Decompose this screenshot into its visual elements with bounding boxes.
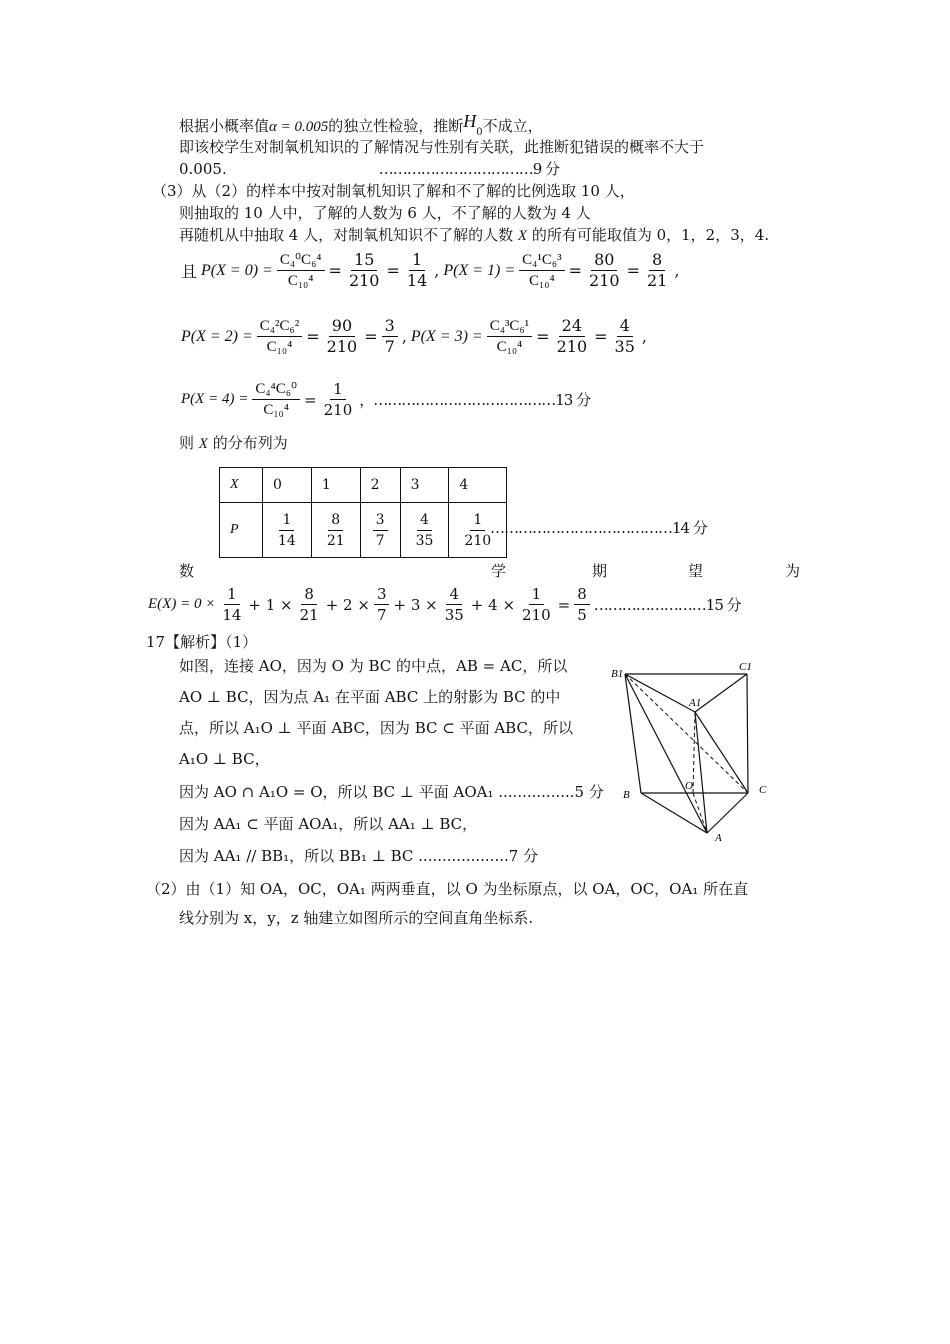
label-a1: A1 [689,697,702,709]
line-1: 根据小概率值α = 0.005的独立性检验，推断$H_0$不成立， [179,111,543,138]
table-header-cell: 4 [449,468,507,503]
table-header-cell: 1 [311,468,360,503]
line-3: 0.005. ……………………………9 分 [179,160,560,178]
expect-word-3: 期 [592,562,608,580]
label-b: B [623,789,630,801]
dist-intro: 则 X 的分布列为 [179,434,288,452]
proof-line-5: 因为 AO ∩ A₁O = O，所以 BC ⊥ 平面 AOA₁ ................5 分 [179,783,604,801]
proof-line-7: 因为 AA₁ // BB₁，所以 BB₁ ⊥ BC ...................7 分 [179,847,539,865]
expect-word-1: 数 [179,562,195,580]
table-cell: $\frac{3}{7}$ [360,503,400,558]
prob-row-2: P(X = 2) = $\frac{\text{C₄²C₆²}}{\text{C₁₀⁴}}$ = $\frac{90}{210}$ = $\frac{3}{7}$ , P(X = 3) = $\frac{\text{C₄³C₆¹}}{\text{C₁₀⁴}}$ = $\frac{24}{210}$ = $\frac{4}{35}$ , [181,316,647,356]
proof-line-4: A₁O ⊥ BC， [179,750,270,768]
line-2: 即该校学生对制氧机知识的了解情况与性别有关联，此推断犯错误的概率不大于 [179,138,705,156]
table-header-cell: 3 [400,468,449,503]
expectation-formula: E(X) = 0 × $\frac{1}{14}$ + 1 × $\frac{8}{21}$ + 2 × $\frac{3}{7}$ + 3 × $\frac{4}{35}$ + 4 × $\frac{1}{210}$ = $\frac{8}{5}$ ……………………15 分 [148,585,741,624]
label-c1: C1 [739,661,752,673]
label-o: O [685,780,693,792]
prism-figure [605,660,775,850]
score-14: …………………………………14 分 [490,519,707,537]
proof-line-9: 线分别为 x，y，z 轴建立如图所示的空间直角坐标系. [179,909,534,927]
label-b1: B1 [611,668,624,680]
section-17-heading: 17【解析】（1） [146,633,258,651]
table-header-cell: 0 [263,468,312,503]
table-cell: $\frac{4}{35}$ [400,503,449,558]
proof-line-3: 点，所以 A₁O ⊥ 平面 ABC，因为 BC ⊂ 平面 ABC，所以 [179,719,573,737]
prob-row-3: P(X = 4) = $\frac{\text{C₄⁴C₆⁰}}{\text{C₁₀⁴}}$ = $\frac{1}{210}$ ，…………………………………13 分 [181,380,591,419]
proof-line-6: 因为 AA₁ ⊂ 平面 AOA₁，所以 AA₁ ⊥ BC， [179,815,478,833]
line-5: 则抽取的 10 人中，了解的人数为 6 人，不了解的人数为 4 人 [179,204,591,222]
table-header-cell: 2 [360,468,400,503]
expect-word-5: 为 [785,562,801,580]
proof-line-8: （2）由（1）知 OA，OC，OA₁ 两两垂直，以 O 为坐标原点，以 OA，OC，OA₁ 所在直 [146,880,749,898]
table-header-cell: X [220,468,263,503]
label-a: A [715,832,722,844]
proof-line-1: 如图，连接 AO，因为 O 为 BC 的中点，AB = AC，所以 [179,657,568,675]
label-c: C [759,784,767,796]
distribution-table [219,467,507,558]
expect-word-2: 学 [491,562,507,580]
table-cell: $\frac{1}{14}$ [263,503,312,558]
table-row-label: P [220,503,263,558]
prob-row-1: 且 P(X = 0) = $\frac{\text{C₄⁰C₆⁴}}{\text{C₁₀⁴}}$ = $\frac{15}{210}$ = $\frac{1}{14}$ , P(X = 1) = $\frac{\text{C₄¹C₆³}}{\text{C₁₀⁴}}$ = $\frac{80}{210}$ = $\frac{8}{21}$ , [181,250,680,290]
proof-line-2: AO ⊥ BC，因为点 A₁ 在平面 ABC 上的射影为 BC 的中 [179,688,561,706]
line-4: （3）从（2）的样本中按对制氧机知识了解和不了解的比例选取 10 人， [152,182,635,200]
table-cell: $\frac{1}{210}$ [449,503,507,558]
expect-word-4: 望 [688,562,704,580]
table-cell: $\frac{8}{21}$ [311,503,360,558]
line-6: 再随机从中抽取 4 人，对制氧机知识不了解的人数 X 的所有可能取值为 0，1，2，3，4. [179,226,770,244]
